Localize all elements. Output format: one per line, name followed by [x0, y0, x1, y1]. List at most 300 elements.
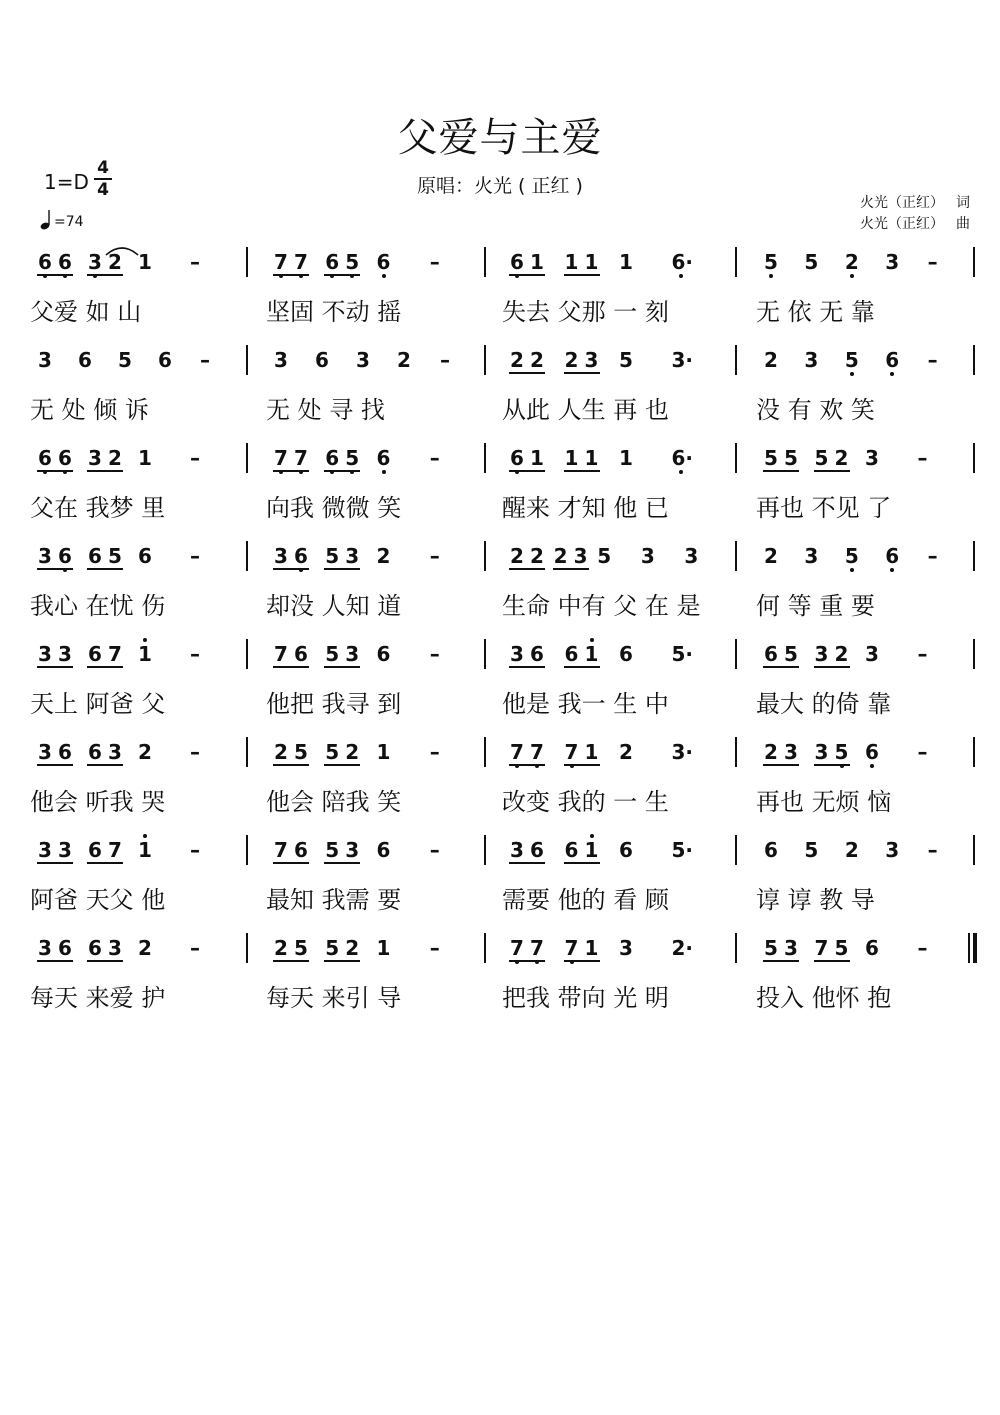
eighth-underline [564, 274, 600, 276]
note: 2 [764, 544, 778, 568]
note: 5 [764, 446, 778, 470]
note: 3 [274, 348, 288, 372]
barline [973, 443, 975, 473]
note: 2 [764, 740, 778, 764]
note: 2 [397, 348, 411, 372]
note: 6 [376, 642, 391, 666]
lyric-line: 我心 在忧 伤 [30, 592, 166, 620]
note: 1 [584, 250, 599, 274]
note: 2· [671, 936, 694, 960]
extension-dash: – [917, 446, 928, 470]
note: 5 [325, 544, 340, 568]
note: 7 [274, 838, 288, 862]
extension-dash: – [190, 446, 200, 470]
eighth-underline [509, 372, 545, 374]
lyric-line: 他会 陪我 笑 [266, 788, 402, 816]
eighth-underline [564, 372, 600, 374]
eighth-underline [87, 960, 123, 962]
note: 7 [508, 938, 526, 958]
upper-octave-dot [143, 638, 147, 642]
eighth-underline [564, 470, 600, 472]
eighth-underline [324, 764, 360, 766]
note: 7 [108, 838, 122, 862]
note: 2 [844, 838, 859, 862]
time-signature-top: 4 [97, 158, 109, 178]
note: 7 [272, 252, 290, 272]
note: 3 [784, 740, 798, 764]
note: 6 [619, 838, 633, 862]
note: 6 [764, 642, 778, 666]
extension-dash: – [927, 250, 938, 274]
note: 3 [814, 740, 829, 764]
note: 5 [833, 742, 851, 762]
extension-dash: – [200, 348, 210, 372]
eighth-underline [814, 666, 850, 668]
note: 1 [584, 446, 599, 470]
note: 6 [764, 838, 778, 862]
note: 3 [38, 936, 52, 960]
note: 3 [804, 544, 819, 568]
extension-dash: – [927, 348, 938, 372]
lyric-line: 他会 听我 哭 [30, 788, 166, 816]
note: 1 [619, 446, 633, 470]
eighth-underline [324, 568, 360, 570]
eighth-underline [564, 764, 600, 766]
barline [973, 345, 975, 375]
lyric-line: 向我 微微 笑 [266, 494, 402, 522]
note: 3 [573, 544, 588, 568]
barline [735, 737, 737, 767]
note: 1 [530, 446, 544, 470]
note: 5· [671, 838, 694, 862]
barline [246, 737, 248, 767]
note: 6 [294, 838, 308, 862]
barline [735, 639, 737, 669]
lower-octave-dot [382, 470, 386, 474]
eighth-underline [87, 274, 123, 276]
note: 2 [138, 936, 152, 960]
barline [973, 835, 975, 865]
note: 6 [863, 742, 881, 762]
lyric-line: 天上 阿爸 父 [30, 690, 166, 718]
song-title: 父爱与主爱 [397, 115, 603, 161]
note: 2 [376, 544, 391, 568]
lyric-line: 父在 我梦 里 [30, 494, 166, 522]
barline [484, 835, 486, 865]
note: 5 [784, 642, 798, 666]
lyric-line: 从此 人生 再 也 [502, 396, 669, 424]
extension-dash: – [190, 936, 200, 960]
note: 7 [814, 936, 829, 960]
note: 5 [325, 740, 340, 764]
note: 5 [325, 838, 340, 862]
note: 5 [343, 448, 361, 468]
eighth-underline [273, 960, 309, 962]
note: 5 [804, 838, 819, 862]
note: 1 [583, 840, 601, 860]
extension-dash: – [190, 838, 200, 862]
note: 6 [530, 642, 544, 666]
eighth-underline [324, 274, 360, 276]
note: 3 [865, 446, 879, 470]
eighth-underline [37, 274, 73, 276]
barline [246, 345, 248, 375]
barline [484, 541, 486, 571]
note: 6 [530, 838, 544, 862]
time-signature [94, 159, 112, 199]
note: 1 [583, 644, 601, 664]
note: 5 [843, 350, 861, 370]
barline [484, 737, 486, 767]
note: 6 [88, 544, 102, 568]
note: 6 [56, 252, 74, 272]
note: 7 [292, 448, 310, 468]
extension-dash: – [429, 446, 440, 470]
lower-octave-dot [850, 372, 854, 376]
upper-octave-dot [143, 834, 147, 838]
eighth-underline [87, 666, 123, 668]
lyric-line: 何 等 重 要 [756, 592, 875, 620]
note: 3 [865, 642, 879, 666]
note: 6 [58, 936, 72, 960]
note: 1 [138, 250, 152, 274]
extension-dash: – [917, 936, 928, 960]
extension-dash: – [927, 544, 938, 568]
note: 6 [508, 252, 526, 272]
note: 3 [274, 544, 288, 568]
note: 5 [325, 936, 340, 960]
note: 6 [58, 740, 72, 764]
note: 3 [345, 838, 360, 862]
note: 2 [108, 250, 122, 274]
eighth-underline [87, 470, 123, 472]
eighth-underline [564, 960, 600, 962]
note: 1 [584, 936, 599, 960]
note: 2 [564, 348, 579, 372]
note: 3 [345, 544, 360, 568]
extension-dash: – [190, 250, 200, 274]
eighth-underline [814, 470, 850, 472]
barline [246, 443, 248, 473]
eighth-underline [324, 960, 360, 962]
eighth-underline [87, 568, 123, 570]
note: 1 [564, 446, 579, 470]
lyric-line: 无 处 倾 诉 [30, 396, 149, 424]
note: 2 [138, 740, 152, 764]
note: 6· [672, 252, 690, 272]
note: 5 [294, 936, 308, 960]
note: 6 [78, 348, 92, 372]
eighth-underline [509, 568, 545, 570]
note: 7 [272, 448, 290, 468]
note: 3 [58, 642, 72, 666]
note: 6 [138, 544, 152, 568]
eighth-underline [37, 568, 73, 570]
barline [484, 639, 486, 669]
note: 3 [814, 642, 829, 666]
eighth-underline [763, 666, 799, 668]
note: 2 [764, 348, 778, 372]
barline [735, 933, 737, 963]
note: 1 [136, 644, 154, 664]
note: 6 [865, 936, 879, 960]
note: 2 [274, 740, 288, 764]
barline [246, 835, 248, 865]
note: 3 [38, 544, 52, 568]
eighth-underline [273, 666, 309, 668]
note: 2 [510, 348, 524, 372]
eighth-underline [37, 470, 73, 472]
note: 5 [843, 546, 861, 566]
note: 6 [315, 348, 329, 372]
barline [735, 443, 737, 473]
note: 6 [883, 546, 901, 566]
lyric-line: 坚固 不动 摇 [266, 298, 402, 326]
lyric-line: 无 处 寻 找 [266, 396, 385, 424]
extension-dash: – [917, 740, 928, 764]
note: 3 [88, 446, 102, 470]
lyric-line: 失去 父那 一 刻 [502, 298, 669, 326]
lyric-line: 每天 来引 导 [266, 984, 402, 1012]
note: 5 [108, 544, 122, 568]
lower-octave-dot [890, 568, 894, 572]
note: 2 [843, 252, 861, 272]
barline [973, 737, 975, 767]
note: 5 [814, 446, 829, 470]
note: 6 [376, 838, 391, 862]
lower-octave-dot [769, 274, 773, 278]
note: 2 [530, 348, 544, 372]
note: 5 [118, 348, 132, 372]
note: 6 [88, 642, 102, 666]
lyric-line: 却没 人知 道 [266, 592, 402, 620]
note: 1 [136, 840, 154, 860]
upper-octave-dot [590, 638, 594, 642]
note: 6 [158, 348, 172, 372]
eighth-underline [87, 764, 123, 766]
note: 6· [672, 448, 690, 468]
note: 3· [671, 740, 694, 764]
original-singer: 原唱：火光 ( 正红 ) [417, 175, 583, 197]
eighth-underline [324, 666, 360, 668]
eighth-underline [37, 764, 73, 766]
eighth-underline [273, 568, 309, 570]
lyric-line: 最知 我需 要 [266, 886, 402, 914]
note: 1 [564, 250, 579, 274]
eighth-underline [37, 666, 73, 668]
note: 3 [58, 838, 72, 862]
eighth-underline [509, 862, 545, 864]
lyric-line: 生命 中有 父 在 是 [502, 592, 701, 620]
lyric-line: 父爱 如 山 [30, 298, 142, 326]
note: 5· [671, 642, 694, 666]
barline [973, 639, 975, 669]
lyricist-credit: 火光（正红） 词 [860, 195, 970, 211]
extension-dash: – [429, 838, 440, 862]
barline [484, 345, 486, 375]
extension-dash: – [429, 642, 440, 666]
lyric-line: 再也 无烦 恼 [756, 788, 892, 816]
extension-dash: – [927, 838, 938, 862]
note: 6 [375, 448, 393, 468]
tempo-value: =74 [54, 214, 84, 230]
extension-dash: – [429, 250, 440, 274]
barline [246, 247, 248, 277]
lyric-line: 需要 他的 看 顾 [502, 886, 669, 914]
note: 3 [38, 838, 52, 862]
lyric-line: 投入 他怀 抱 [756, 984, 892, 1012]
barline [246, 933, 248, 963]
note: 2 [834, 446, 849, 470]
lyric-line: 最大 的倚 靠 [756, 690, 892, 718]
note: 5 [804, 250, 819, 274]
note: 5 [784, 446, 798, 470]
note: 6 [508, 448, 526, 468]
note: 2 [510, 544, 524, 568]
note: 3 [510, 838, 524, 862]
note: 5 [597, 544, 612, 568]
note: 3 [784, 936, 798, 960]
lyric-line: 阿爸 天父 他 [30, 886, 166, 914]
lyric-line: 他是 我一 生 中 [502, 690, 669, 718]
note: 3 [619, 936, 633, 960]
eighth-underline [564, 666, 600, 668]
quarter-note-icon [40, 208, 52, 230]
eighth-underline [814, 960, 850, 962]
lyric-line: 醒来 才知 他 已 [502, 494, 669, 522]
note: 7 [108, 642, 122, 666]
barline [735, 345, 737, 375]
eighth-underline [324, 470, 360, 472]
lower-octave-dot [850, 274, 854, 278]
lower-octave-dot [850, 568, 854, 572]
lyric-line: 再也 不见 了 [756, 494, 892, 522]
eighth-underline [273, 470, 309, 472]
note: 6 [88, 936, 102, 960]
extension-dash: – [190, 642, 200, 666]
note: 3 [108, 936, 122, 960]
eighth-underline [37, 960, 73, 962]
note: 6 [56, 448, 74, 468]
note: 1 [530, 250, 544, 274]
note: 3 [804, 348, 819, 372]
note: 3 [38, 740, 52, 764]
extension-dash: – [429, 740, 440, 764]
note: 5 [764, 936, 778, 960]
eighth-underline [37, 862, 73, 864]
upper-octave-dot [590, 834, 594, 838]
note: 6 [88, 740, 102, 764]
note: 6 [294, 642, 308, 666]
eighth-underline [814, 764, 850, 766]
note: 7 [508, 742, 526, 762]
tempo-marking [40, 208, 84, 230]
extension-dash: – [440, 348, 450, 372]
note: 2 [108, 446, 122, 470]
lyric-line: 谆 谆 教 导 [756, 886, 875, 914]
note: 1 [376, 740, 391, 764]
note: 6 [323, 252, 341, 272]
extension-dash: – [190, 740, 200, 764]
lyric-line: 没 有 欢 笑 [756, 396, 875, 424]
note: 2 [530, 544, 544, 568]
barline [973, 541, 975, 571]
lower-octave-dot [890, 372, 894, 376]
note: 5 [325, 642, 340, 666]
note: 5 [834, 936, 849, 960]
time-signature-bottom: 4 [97, 180, 109, 200]
note: 6 [292, 546, 310, 566]
note: 2 [619, 740, 633, 764]
barline [735, 835, 737, 865]
note: 7 [528, 742, 546, 762]
lower-octave-dot [679, 470, 683, 474]
barline [735, 541, 737, 571]
barline [973, 247, 975, 277]
note: 5 [762, 252, 780, 272]
eighth-underline [273, 274, 309, 276]
note: 7 [274, 642, 288, 666]
note: 3 [885, 250, 900, 274]
note: 6 [619, 642, 633, 666]
note: 7 [292, 252, 310, 272]
note: 3 [38, 642, 52, 666]
lower-octave-dot [382, 274, 386, 278]
barline [735, 247, 737, 277]
note: 6 [883, 350, 901, 370]
note: 3 [356, 348, 370, 372]
note: 6 [56, 546, 74, 566]
eighth-underline [553, 568, 589, 570]
note: 3 [510, 642, 524, 666]
note: 2 [345, 936, 360, 960]
barline [484, 443, 486, 473]
barline [246, 639, 248, 669]
note: 6 [564, 642, 579, 666]
lower-octave-dot [870, 764, 874, 768]
note: 1 [138, 446, 152, 470]
extension-dash: – [190, 544, 200, 568]
key-signature: 1=D [44, 170, 89, 194]
note: 3 [38, 348, 52, 372]
eighth-underline [273, 862, 309, 864]
barline [246, 541, 248, 571]
extension-dash: – [917, 642, 928, 666]
lyric-line: 每天 来爱 护 [30, 984, 166, 1012]
note: 7 [563, 938, 581, 958]
note: 7 [528, 938, 546, 958]
note: 6 [36, 448, 54, 468]
lyric-line: 无 依 无 靠 [756, 298, 875, 326]
barline [484, 933, 486, 963]
note: 2 [553, 544, 568, 568]
composer-credit: 火光（正红） 曲 [860, 216, 970, 232]
eighth-underline [564, 862, 600, 864]
note: 7 [563, 742, 581, 762]
eighth-underline [763, 960, 799, 962]
eighth-underline [509, 764, 545, 766]
eighth-underline [763, 764, 799, 766]
note: 6 [375, 252, 393, 272]
lyric-line: 把我 带向 光 明 [502, 984, 669, 1012]
note: 2 [834, 642, 849, 666]
lyric-line: 他把 我寻 到 [266, 690, 402, 718]
note: 3 [885, 838, 900, 862]
note: 6 [564, 838, 579, 862]
note: 1 [619, 250, 633, 274]
note: 3 [108, 740, 122, 764]
note: 1 [376, 936, 391, 960]
